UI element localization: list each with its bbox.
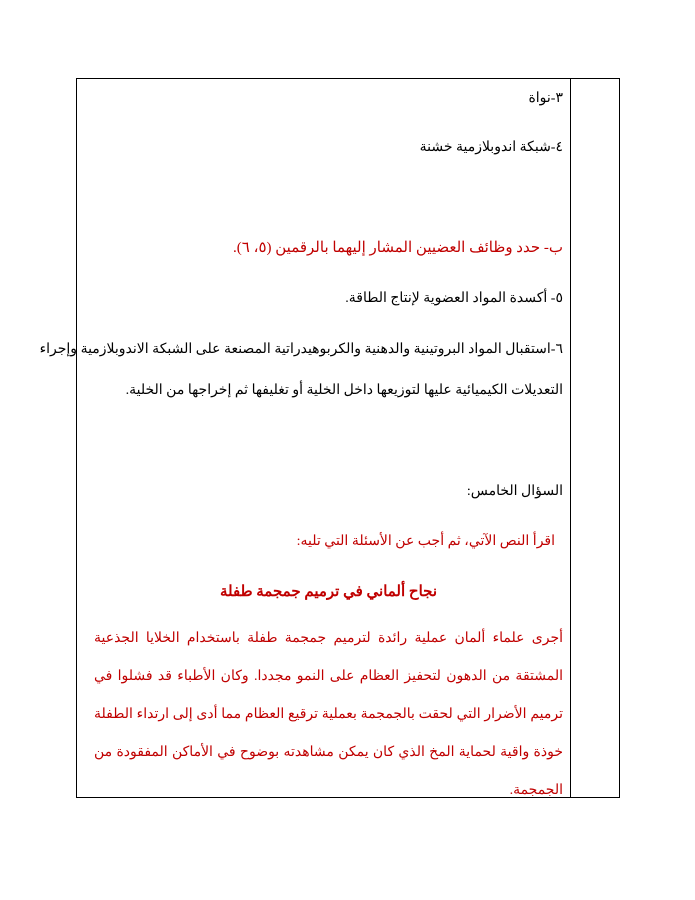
table-column-divider bbox=[570, 78, 571, 798]
item-3-nucleus: ٣-نواة bbox=[528, 91, 563, 106]
answer-cell bbox=[39, 78, 563, 798]
answer-6-line-1: ٦-استقبال المواد البروتينية والدهنية والكربوهيدراتية المصنعة على الشبكة الاندوبلازمية وإجراء bbox=[39, 342, 563, 357]
answer-6-line-2: التعديلات الكيميائية عليها لتوزيعها داخل الخلية أو تغليفها ثم إخراجها من الخلية. bbox=[125, 383, 563, 398]
question-5-heading: السؤال الخامس: bbox=[466, 484, 563, 499]
passage-title: نجاح ألماني في ترميم جمجمة طفلة bbox=[219, 584, 438, 600]
item-4-rough-er: ٤-شبكة اندوبلازمية خشنة bbox=[419, 140, 563, 155]
part-b-question: ب- حدد وظائف العضيين المشار إليهما بالرقمين (٥، ٦). bbox=[233, 240, 563, 256]
passage-paragraph: أجرى علماء ألمان عملية رائدة لترميم جمجمة طفلة باستخدام الخلايا الجذعية المشتقة من الدهون لتحفيز العظام على النمو مجددا. وكان الأطباء قد فشلوا في ترميم الأضرار التي لحقت بالجمجمة بعملية ترقيع العظام مما أدى إلى ارتداء الطفلة خوذة واقية لحماية المخ الذي كان يمكن مشاهدته بوضوح في الأماكن المفقودة من الجمجمة. bbox=[94, 631, 563, 798]
question-5-instruction: اقرأ النص الآتي، ثم أجب عن الأسئلة التي تليه: bbox=[296, 534, 555, 549]
answer-5: ٥- أكسدة المواد العضوية لإنتاج الطاقة. bbox=[345, 291, 563, 306]
